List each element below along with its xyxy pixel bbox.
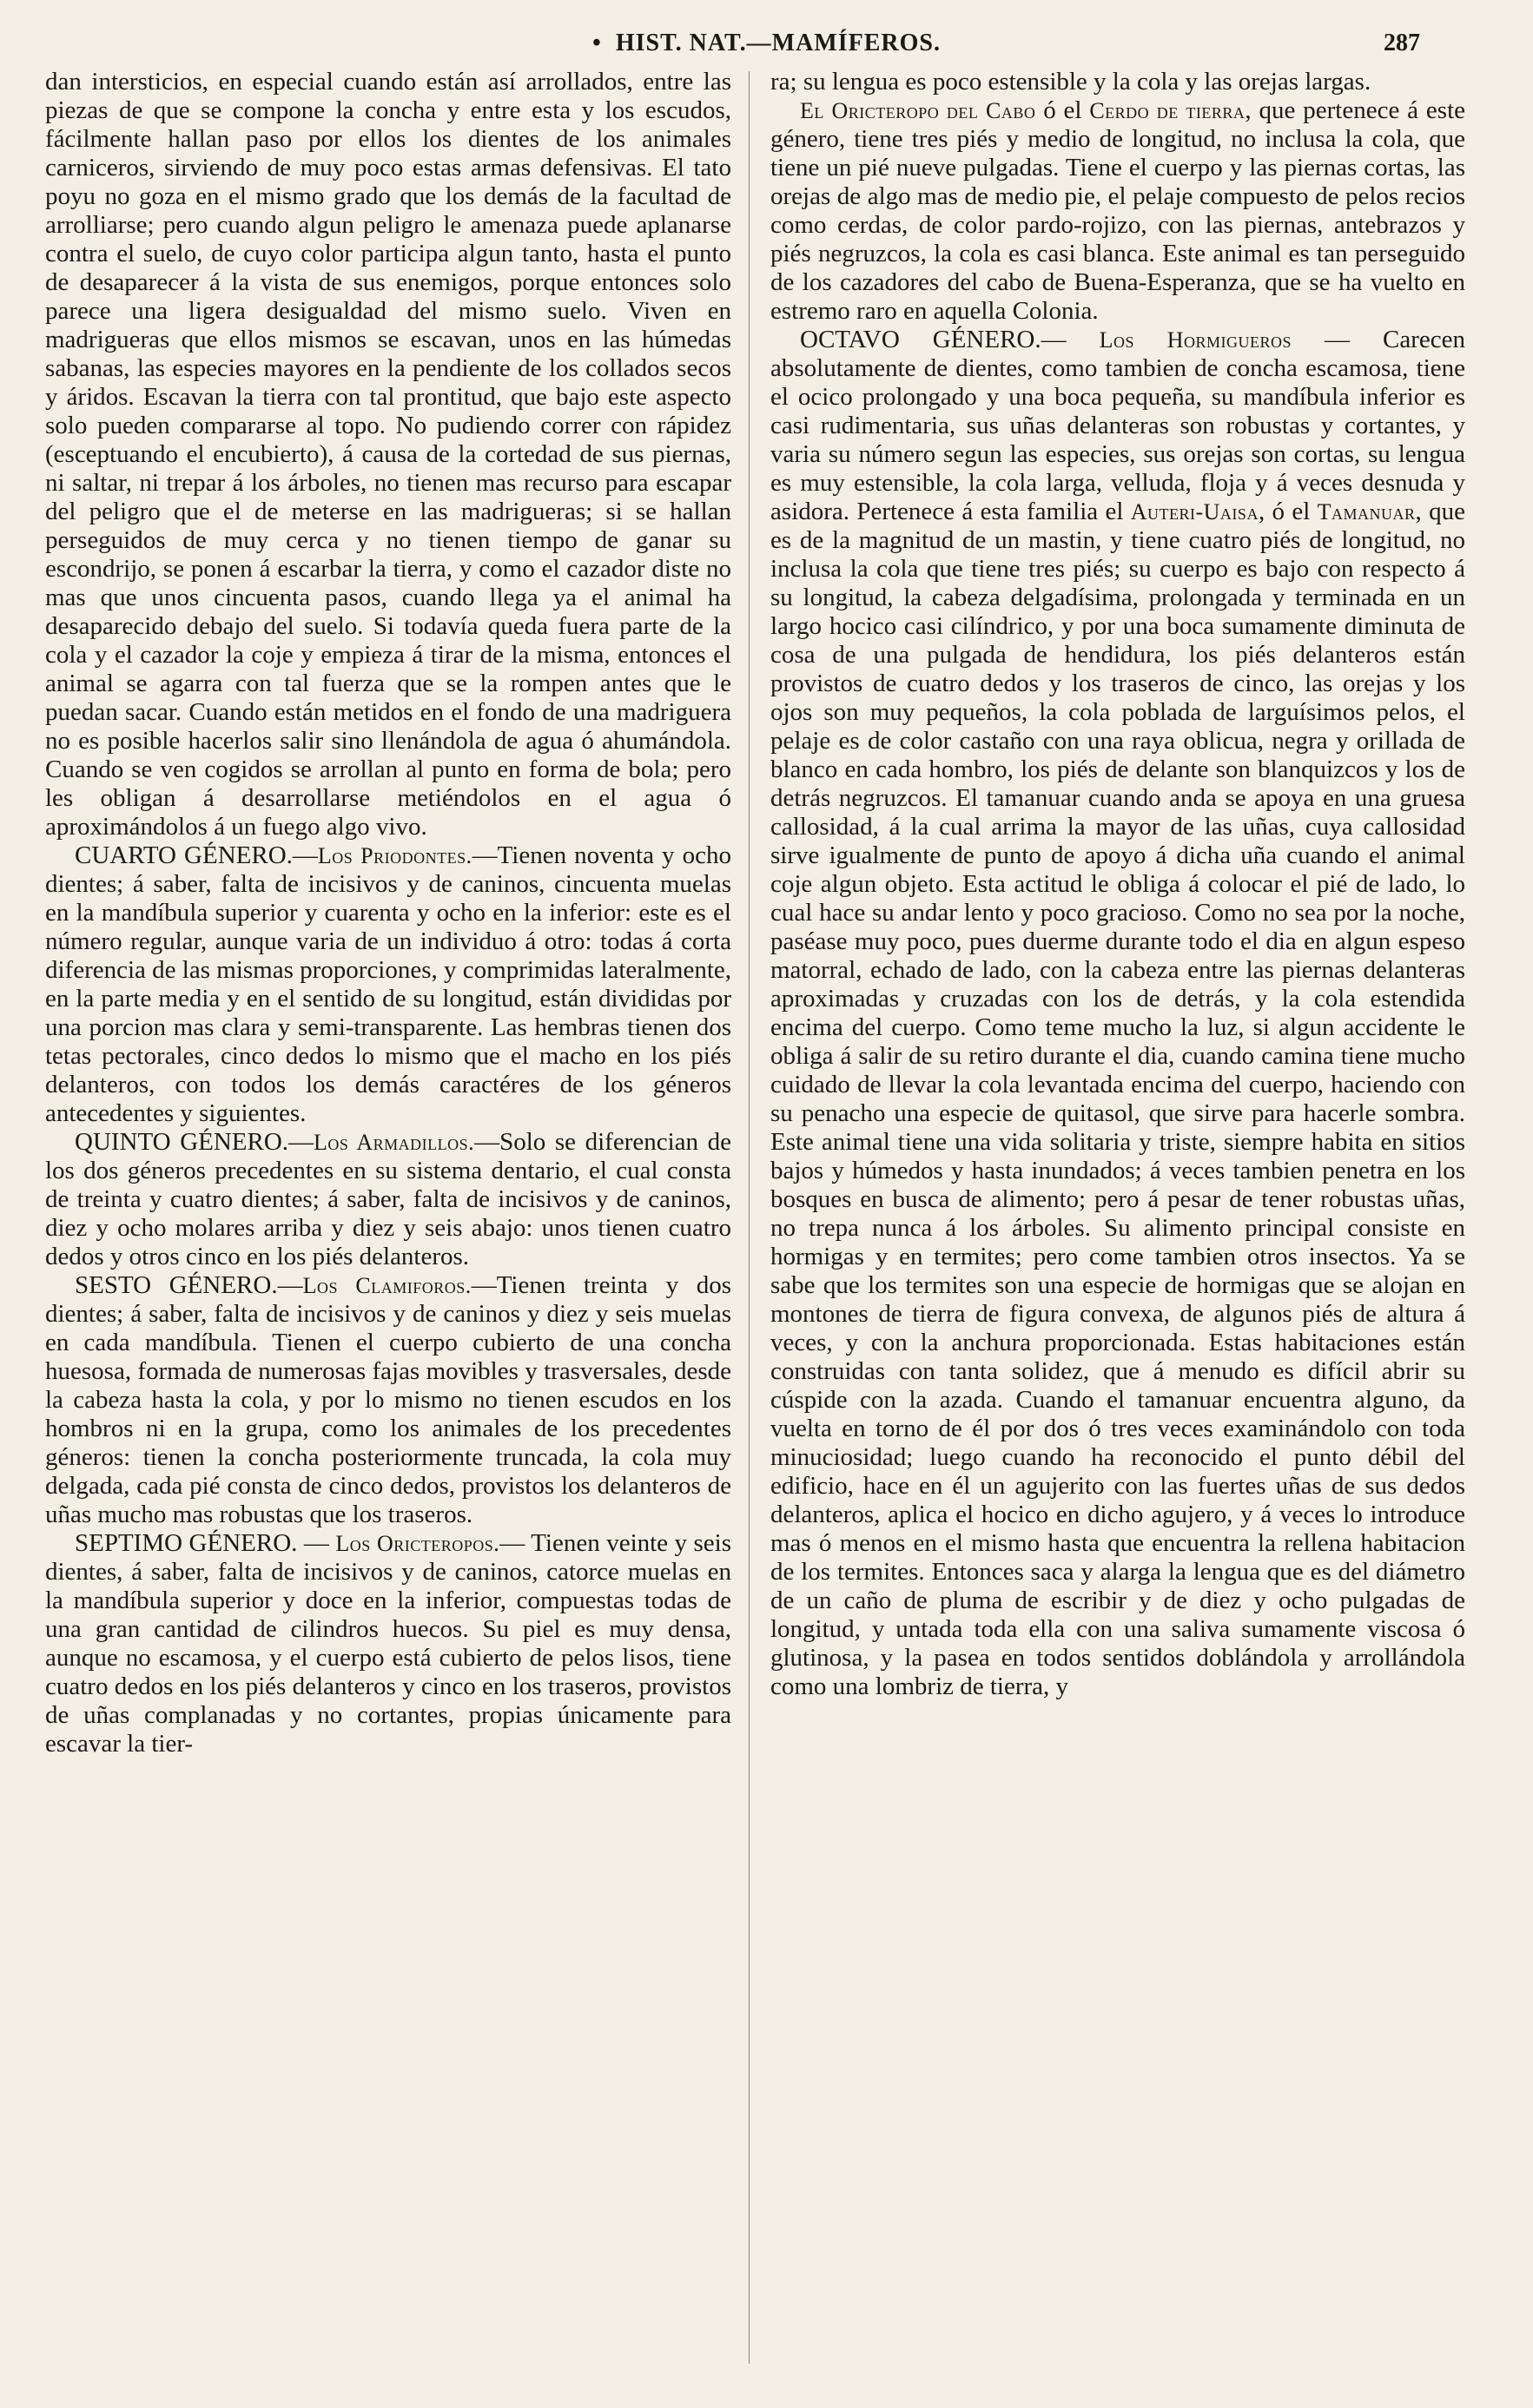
- connector-text: , ó el: [1258, 498, 1318, 525]
- paragraph-cuarto-genero: [45, 841, 731, 1128]
- paragraph-oricteropo-del-cabo: [770, 96, 1465, 326]
- running-title: [0, 30, 1533, 57]
- species-name: Tamanuar: [1317, 499, 1416, 524]
- species-name: Auteri-Uaisa: [1130, 499, 1259, 524]
- running-header: [0, 26, 1533, 61]
- left-column: [45, 68, 731, 2360]
- paragraph-octavo-genero: [770, 326, 1465, 1701]
- genus-heading: SEPTIMO GÉNERO.: [75, 1529, 298, 1557]
- genus-description: —Tienen treinta y dos dientes; á saber, falta de incisivos y de caninos y diez y seis muelas en cada mandíbula. Tienen el cuerpo cubierto de una concha huesosa, formada de numerosas fajas movibles y trasversales, desde la cabeza hasta la cola, y por lo mismo no tienen escudos en los hombros ni en la grupa, como los animales de los precedentes géneros: tienen la concha posteriormente truncada, la cola muy delgada, cada pié consta de cinco dedos, provistos los delanteros de uñas mucho mas robustas que los traseros.: [45, 1271, 731, 1528]
- heading-dash: —: [292, 841, 318, 869]
- species-description: , que es de la magnitud de un mastin, y tiene cuatro piés de longitud, no inclusa la cola que tiene tres piés; su cuerpo es bajo con respecto á su longitud, la cabeza delgadísima, prolongada y terminada en un largo hocico casi cilíndrico, y por una boca sumamente diminuta de cosa de una pulgada de hendidura, los piés delanteros están provistos de cuatro dedos y los traseros de cinco, las orejas y los ojos son muy pequeños, la cola poblada de larguísimos pelos, el pelaje es de color castaño con una raya oblicua, negra y orillada de blanco en cada hombro, los piés de delante son blanquizcos y los de detrás negruzcos. El tamanuar cuando anda se apoya en una gruesa callosidad, á la cual arrima la mayor de las uñas, cuya callosidad sirve igualmente de punto de apoyo á dicha uña cuando el animal coje algun objeto. Esta actitud le obliga á colocar el pié de lado, lo cual hace su andar lento y poco gracioso. Como no sea por la noche, paséase muy poco, pues duerme durante todo el dia en algun espeso matorral, echado de lado, con la cabeza entre las piernas delanteras aproximadas y cruzadas con los de detrás, y la cola estendida encima del cuerpo. Como teme mucho la luz, si algun accidente le obliga á salir de su retiro durante el dia, cuando camina tiene mucho cuidado de llevar la cola levantada encima del cuerpo, haciendo con su penacho una especie de quitasol, que sirve para hacerle sombra. Este animal tiene una vida solitaria y triste, siempre habita en sitios bajos y húmedos y hasta inundados; á veces tambien penetra en los bosques en busca de alimento; pero á pesar de tener robustas uñas, no trepa nunca á los árboles. Su alimento principal consiste en hormigas y en termites; pero come tambien otros insectos. Ya se sabe que los termites son una especie de hormigas que se alojan en montones de tierra de figura convexa, de algunos piés de altura á veces, y con la anchura proporcionada. Estas habitaciones están construidas con tanta solidez, que á menudo es difícil abrir su cúspide con la azada. Cuando el tamanuar encuentra alguno, da vuelta en torno de él por dos ó tres veces examinándolo con toda minuciosidad; luego cuando ha reconocido el punto débil del edificio, hace en él un agujerito con las fuertes uñas de sus dedos delanteros, aplica el hocico en dicho agujero, y á veces lo introduce mas ó menos en el mismo hasta que encuentra la rellena habitacion de los termites. Entonces saca y alarga la lengua que es del diámetro de un caño de pluma de escribir y de diez y ocho pulgadas de longitud, y untada toda ella con una saliva sumamente viscosa ó glutinosa, y la pasea en todos sentidos doblándola y arrollándola como una lombriz de tierra, y: [770, 498, 1465, 1700]
- paragraph-septimo-genero: [45, 1529, 731, 1758]
- genus-heading: QUINTO GÉNERO.: [75, 1128, 289, 1156]
- species-description: , que pertenece á este género, tiene tres piés y medio de longitud, no inclusa la cola, que tiene un pié nueve pulgadas. Tiene el cuerpo y las piernas cortas, las orejas de algo mas de medio pie, el pelaje compuesto de pelos recios como cerdas, de color pardo-rojizo, con las piernas, antebrazos y piés negruzcos, la cola es casi blanca. Este animal es tan perseguido de los cazadores del cabo de Buena-Esperanza, que se ha vuelto en estremo raro en aquella Colonia.: [770, 96, 1465, 325]
- genus-description: —Solo se diferencian de los dos géneros precedentes en su sistema dentario, el cual consta de treinta y cuatro dientes; á saber, falta de incisivos y de caninos, diez y ocho molares arriba y diez y seis abajo: unos tienen cuatro dedos y otros cinco en los piés delanteros.: [45, 1128, 731, 1270]
- genus-description: — Tienen veinte y seis dientes, á saber, falta de incisivos y de caninos, catorce muelas en la mandíbula superior y doce en la inferior, compuestas todas de una gran cantidad de cilindros huecos. Su piel es muy densa, aunque no escamosa, y el cuerpo está cubierto de pelos lisos, tiene cuatro dedos en los piés delanteros y cinco en los traseros, provistos de uñas complanadas y no cortantes, propias únicamente para escavar la tier-: [45, 1529, 731, 1758]
- genus-description: — Carecen absolutamente de dientes, como tambien de concha escamosa, tiene el ocico prolongado y una boca pequeña, su mandíbula inferior es casi rudimentaria, sus uñas delanteras son robustas y cortantes, y varia su número segun las especies, sus orejas son cortas, su lengua es muy estensible, la cola larga, velluda, floja y á veces desnuda y asidora. Pertenece á esta familia el: [770, 326, 1465, 525]
- genus-description: —Tienen noventa y ocho dientes; á saber, falta de incisivos y de caninos, cincuenta muelas en la mandíbula superior y cuarenta y ocho en la inferior: este es el número regular, aunque varia de un individuo á otro: todas á corta diferencia de las mismas proporciones, y comprimidas lateralmente, en la parte media y en el sentido de su longitud, están divididas por una porcion mas clara y semi-transparente. Las hembras tienen dos tetas pectorales, cinco dedos lo mismo que el macho en los piés delanteros, con todos los demás caractéres de los géneros antecedentes y siguientes.: [45, 841, 731, 1127]
- genus-name: Los Oricteropos.: [335, 1531, 500, 1556]
- header-title: HIST. NAT.—MAMÍFEROS.: [615, 30, 941, 56]
- right-column: [770, 68, 1465, 2360]
- paragraph-continuation: ra; su lengua es poco estensible y la cola y las orejas largas.: [770, 68, 1371, 96]
- heading-dash: —: [1041, 326, 1100, 353]
- paragraph-sesto-genero: [45, 1271, 731, 1529]
- species-name: Cerdo de tierra: [1089, 98, 1246, 123]
- heading-dash: —: [277, 1271, 303, 1299]
- column-divider: [749, 71, 750, 2364]
- paragraph-quinto-genero: [45, 1128, 731, 1271]
- genus-name: Los Priodontes.: [317, 843, 472, 868]
- page-number: 287: [1384, 30, 1420, 56]
- genus-heading: OCTAVO GÉNERO.: [800, 326, 1041, 353]
- genus-heading: SESTO GÉNERO.: [75, 1271, 278, 1299]
- connector-text: ó el: [1035, 96, 1090, 124]
- genus-name: Los Clamiforos.: [302, 1273, 472, 1298]
- heading-dash: —: [288, 1128, 314, 1156]
- species-name: El Oricteropo del Cabo: [800, 98, 1036, 123]
- genus-name: Los Hormigueros: [1099, 327, 1292, 353]
- header-bullet: •: [592, 30, 602, 56]
- genus-name: Los Armadillos.: [314, 1130, 475, 1155]
- paragraph-armadillo-habits: dan intersticios, en especial cuando están así arrollados, entre las piezas de que se compone la concha y entre esta y los escudos, fácilmente hallan paso por ellos los dientes de los animales carniceros, sirviendo de muy poco estas armas defensivas. El tato poyu no goza en el mismo grado que los demás de la facultad de arrolliarse; pero cuando algun peligro le amenaza puede aplanarse contra el suelo, de cuyo color participa algun tanto, hasta el punto de desaparecer á la vista de sus enemigos, porque entonces solo parece una ligera desigualdad del mismo suelo. Viven en madrigueras que ellos mismos se escavan, unos en las húmedas sabanas, las especies mayores en la pendiente de los collados secos y áridos. Escavan la tierra con tal prontitud, que bajo este aspecto solo pueden compararse al topo. No pudiendo correr con rápidez (esceptuando el encubierto), á causa de la cortedad de sus piernas, ni saltar, ni trepar á los árboles, no tienen mas recurso para escapar del peligro que el de meterse en las madrigueras; si se hallan perseguidos de muy cerca y no tienen tiempo de ganar su escondrijo, se ponen á escarbar la tierra, y como el cazador diste no mas que unos cincuenta pasos, cuando llega ya el animal ha desaparecido debajo del suelo. Si todavía queda fuera parte de la cola y el cazador la coje y empieza á tirar de la misma, entonces el animal se agarra con tal fuerza que se la rompen antes que le puedan sacar. Cuando están metidos en el fondo de una madriguera no es posible hacerlos salir sino llenándola de agua ó ahumándola. Cuando se ven cogidos se arrollan al punto en forma de bola; pero les obligan á desarrollarse metiéndolos en el agua ó aproximándolos á un fuego algo vivo.: [45, 68, 731, 841]
- heading-dash: —: [297, 1529, 336, 1557]
- genus-heading: CUARTO GÉNERO.: [75, 841, 293, 869]
